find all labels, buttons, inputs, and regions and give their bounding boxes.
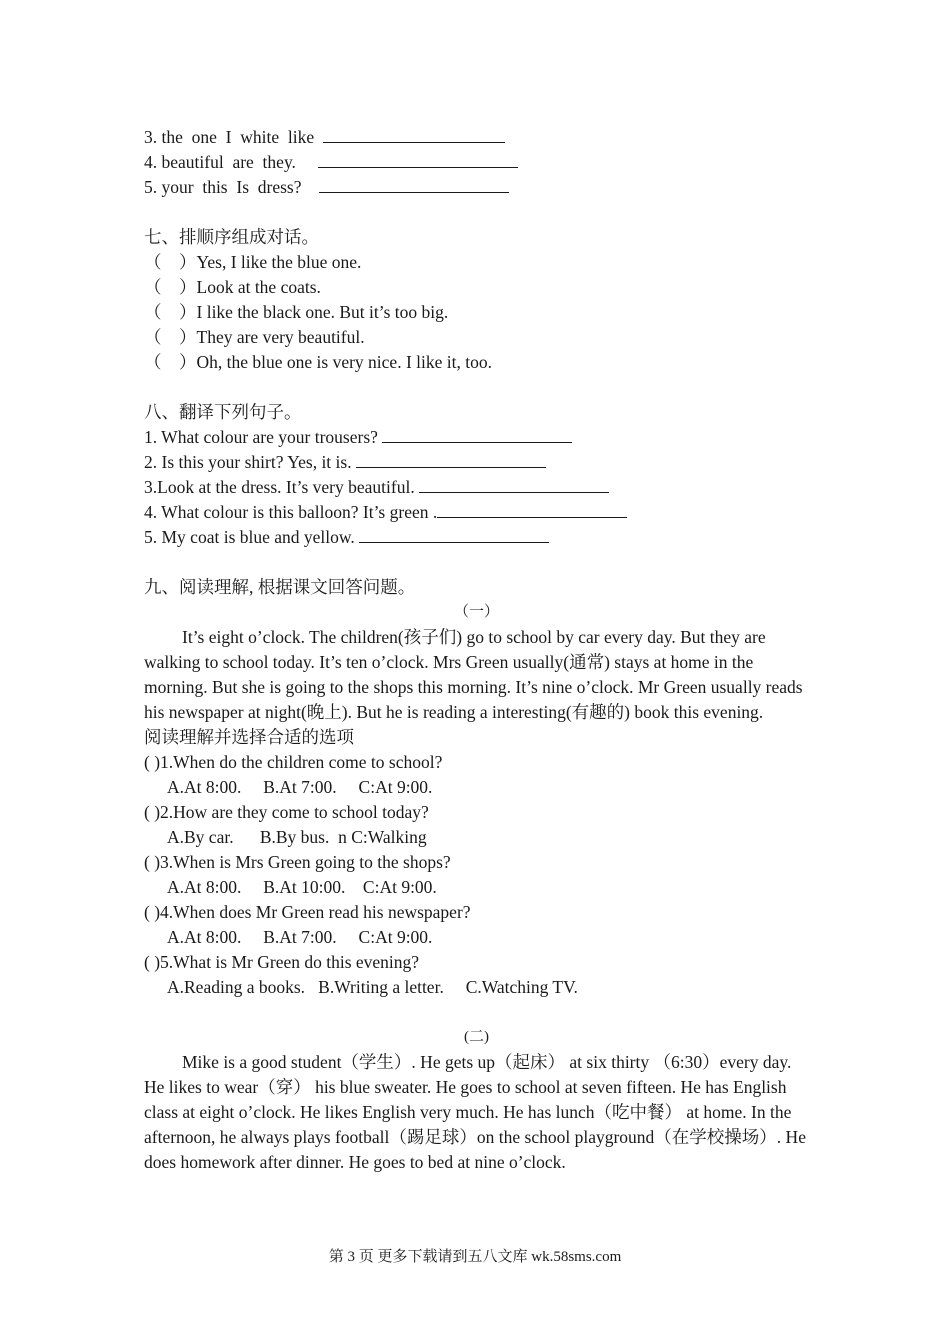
passage-heading-2: (二) — [464, 1029, 489, 1045]
question: ( )4.When does Mr Green read his newspaper? — [144, 902, 471, 922]
dialogue-line: （ ）Yes, I like the blue one. — [144, 252, 362, 272]
options: A.At 8:00. B.At 10:00. C:At 9:00. — [167, 877, 437, 897]
options: A.Reading a books. B.Writing a letter. C.Watching TV. — [167, 977, 578, 997]
passage-heading-1: （一） — [453, 604, 499, 620]
reading-passage-1: It’s eight o’clock. The children(孩子们) go to school by car every day. But they are walking to school today. It’s ten o’clock. Mrs Green usually(通常) stays at home in the morning. But she is going to the shops this morning. It’s nine o’clock. Mr Green usually reads his newspaper at night(晚上). But he is reading a interesting(有趣的) book this evening. — [144, 627, 803, 722]
section-title: 八、翻译下列句子。 — [144, 402, 302, 422]
section-9 — [144, 575, 809, 1175]
instruction: 阅读理解并选择合适的选项 — [144, 727, 354, 747]
translate-item: 5. My coat is blue and yellow. — [144, 525, 809, 550]
worksheet-page — [144, 125, 809, 1175]
question: ( )5.What is Mr Green do this evening? — [144, 952, 420, 972]
answer-blank[interactable] — [419, 475, 609, 493]
options: A.At 8:00. B.At 7:00. C:At 9:00. — [167, 927, 433, 947]
dialogue-line: （ ）Look at the coats. — [144, 277, 321, 297]
answer-blank[interactable] — [323, 125, 505, 143]
dialogue-line: （ ）They are very beautiful. — [144, 327, 365, 347]
section-7 — [144, 225, 809, 375]
options: A.By car. B.By bus. n C:Walking — [167, 827, 427, 847]
answer-blank[interactable] — [359, 525, 549, 543]
section-6 — [144, 125, 809, 200]
answer-blank[interactable] — [437, 500, 627, 518]
question: ( )1.When do the children come to school? — [144, 752, 443, 772]
options: A.At 8:00. B.At 7:00. C:At 9:00. — [167, 777, 433, 797]
answer-blank[interactable] — [382, 425, 572, 443]
section-title: 七、排顺序组成对话。 — [144, 227, 319, 247]
question: ( )2.How are they come to school today? — [144, 802, 429, 822]
translate-item: 4. What colour is this balloon? It’s green . — [144, 500, 809, 525]
answer-blank[interactable] — [356, 450, 546, 468]
translate-item: 1. What colour are your trousers? — [144, 425, 809, 450]
reorder-item-5: 5. your this Is dress? — [144, 175, 809, 200]
reading-passage-2: Mike is a good student（学生）. He gets up（起床） at six thirty （6:30）every day. He likes to wear（穿） his blue sweater. He goes to school at seven fifteen. He has English class at eight o’clock. He likes English very much. He has lunch（吃中餐） at home. In the afternoon, he always plays football（踢足球）on the school playground（在学校操场）. He does homework after dinner. He goes to bed at nine o’clock. — [144, 1052, 806, 1172]
dialogue-line: （ ）I like the black one. But it’s too big. — [144, 302, 449, 322]
translate-item: 2. Is this your shirt? Yes, it is. — [144, 450, 809, 475]
dialogue-line: （ ）Oh, the blue one is very nice. I like it, too. — [144, 352, 492, 372]
page-footer: 第 3 页 更多下载请到五八文库 wk.58sms.com — [328, 1249, 622, 1265]
reorder-item-3: 3. the one I white like — [144, 125, 809, 150]
section-title: 九、阅读理解, 根据课文回答问题。 — [144, 577, 416, 597]
answer-blank[interactable] — [318, 150, 518, 168]
translate-item: 3.Look at the dress. It’s very beautiful. — [144, 475, 809, 500]
question: ( )3.When is Mrs Green going to the shops? — [144, 852, 451, 872]
section-8 — [144, 400, 809, 550]
answer-blank[interactable] — [319, 175, 509, 193]
reorder-item-4: 4. beautiful are they. — [144, 150, 809, 175]
